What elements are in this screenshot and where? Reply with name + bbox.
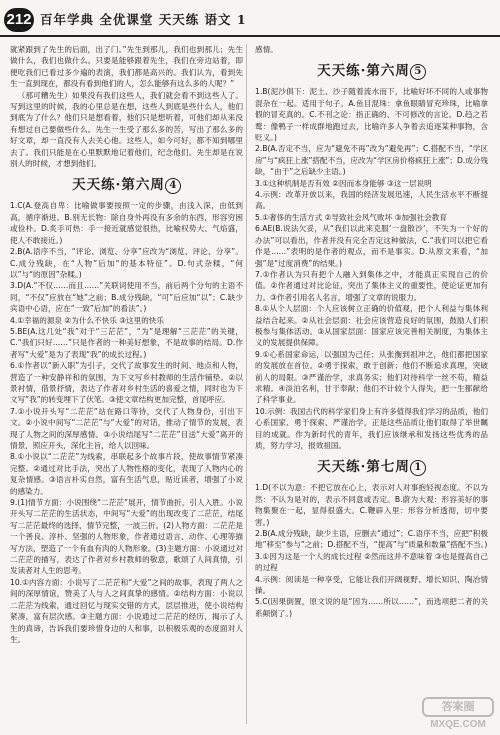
section-number-badge: 4 xyxy=(165,178,181,194)
section-heading-text: 天天练·第六周 xyxy=(72,177,165,194)
section-heading xyxy=(255,62,488,80)
section-heading-text: 天天练·第六周 xyxy=(317,63,410,80)
answer-paragraph: 1.B(泥沙俱下：泥土、沙子随着流水而下，比喻好坏不同的人或事物混杂在一起。适用于句子。A.鱼目混珠：拿鱼眼睛冒充珍珠，比喻拿假的冒充真的。C.不刊之论：指正确的、不可修改的言论。D.趋之若鹜：像鸭子一样成群地跑过去，比喻许多人争着去追逐某种事物，含贬义。) xyxy=(255,87,488,143)
answer-paragraph: 2.B(A.否定不当，应为“避免不再”改为“避免再”；C.搭配不当，“学区房”与“疯狂上涨”搭配不当，应改为“学区房价格疯狂上涨”；D.成分残缺，“由于”之后缺少主语。) xyxy=(255,144,488,177)
answer-paragraph: 8.①从个人层面：个人应该树立正确的价值观，把个人利益与集体利益结合起来。②从社会层面：社会应该营造良好的氛围，鼓励人们积极参与集体活动。③从国家层面：国家应该完善相关制度，为集体主义的发展提供保障。 xyxy=(255,304,488,348)
answer-paragraph: 10.示例：我国古代的科学家们身上有许多值得我们学习的品质，他们心系国家、勇于探索、严谨治学，正是这些品质让他们取得了举世瞩目的成就。作为新时代的青年，我们应该继承和发扬这些优秀的品质，努力学习，报效祖国。 xyxy=(255,406,488,450)
answer-paragraph: 2.B(A.成分残缺，缺少主语，应删去“通过”；C.语序不当，应把“积极地”移至“参与”之前；D.搭配不当，“提高”与“质量和数量”搭配不当。) xyxy=(255,529,488,550)
answer-paragraph: 3.①因为这是一个人的成长过程 ②然而这并不意味着 ③也是提高自己的过程 xyxy=(255,551,488,573)
answer-paragraph: 9.(1)情节方面：小说围绕“二茫茫”展开，情节曲折，引人入胜。小说开头写二茫茫的生活状态，中间写“大爱”的出现改变了二茫茫，结尾写二茫茫最终的选择，情节完整，一波三折。(2)人物方面：二茫茫是一个善良、淳朴、坚强的人物形象，作者通过语言、动作、心理等描写方法，塑造了一个有血有肉的人物形象。(3)主题方面：小说通过对二茫茫的描写，表达了作者对乡村教师的敬意，歌颂了人间真情，引发读者对人生的思考。 xyxy=(10,498,243,576)
left-column xyxy=(10,44,243,726)
answer-paragraph: 4.示例：改革开放以来，我国的经济发展迅速，人民生活水平不断提高。 xyxy=(255,190,488,211)
answer-paragraph: 1.D(不以为意：不把它放在心上，表示对人对事抱轻视态度。不以为然：不认为是对的，表示不同意或否定。B.蔚为大观：形容美好的事物集聚在一起，显得很盛大。C.鞭辟入里：形容分析透彻，切中要害。) xyxy=(255,483,488,527)
answer-paragraph: 9.①心系国家命运，以强国为己任；从张衡到祖冲之，他们都把国家的发展放在首位。②勇于探索，敢于创新；他们不断追求真理，突破前人的局限。③严谨治学，求真务实；他们对待科学一丝不苟，精益求精。④淡泊名利，甘于奉献；他们不计较个人得失，把一生都献给了科学事业。 xyxy=(255,349,488,405)
answer-paragraph: 3.①这种机制是否有效 ②因而本身能够 ③这一层说明 xyxy=(255,178,432,188)
answer-paragraph: 1.C(A.登高自卑：比喻做事要按照一定的步骤，由浅入深，由低到高，循序渐进。B.别无长物：除自身外再没有多余的东西，形容穷困或俭朴。D.炙手可热：手一接近就感觉很热，比喻权势大、气焰盛，使人不敢接近。) xyxy=(10,201,243,245)
answer-paragraph: 7.①作者认为只有把个人融入到集体之中，才能真正实现自己的价值。②作者通过对比论证，突出了集体主义的重要性，使论证更加有力。③作者引用名人名言，增强了文章的说服力。 xyxy=(255,269,488,302)
section-heading xyxy=(10,176,243,194)
answer-paragraph: 6.①作者以“新入职”为引子，交代了故事发生的时间、地点和人物，营造了一种安静祥和的氛围，为下文写乡村教师的生活作铺垫。②以景衬情，借景抒情，表达了作者对乡村生活的喜爱之情，同时也为下文写“我”的转变埋下了伏笔。③使文章结构更加完整，首尾呼应。 xyxy=(10,361,243,405)
answer-paragraph: 2.B(A.语序不当，“评论、浏览、分享”应改为“浏览、评论、分享”。C.成分残缺，在“人物”后加“的基本特征”。D.句式杂糅，“何以”与“的原因”杂糅。) xyxy=(10,247,243,279)
answer-paragraph: 5.BE(A.这几处“我”对于“三茫茫”，“为”是理解“三茫茫”的关键，C.“我们只好……”只是作者的一种美好想象，不是故事的结局。D.作者写“大爱”是为了表现“我”的成长过程。) xyxy=(10,326,243,359)
section-number-badge: 1 xyxy=(410,460,426,476)
answer-paragraph: 6.AE(B.说法欠妥，从“我们以此来克服‘一盘散沙’，不失为一个好的办法”可以看出，作者并没有完全否定这种做法，C.“我们可以把它看作是……”表明的是作者的观点，而不是事实。D.从原文来看，“加强”是“过度消费”的结果。) xyxy=(255,224,488,268)
book-title: 百年学典 全优课堂 天天练 语文 1 xyxy=(40,12,247,27)
answer-paragraph: （那可糟先生）如果没有我们这些人，我们就会看不到这些人了。写到这里的时候，我的心里总是在想，这些人到底是些什么人，他们到底为了什么？他们只是想看着，他们只是想听着，可他们却从来没有想过自己要做些什么。先生一生受了那么多的苦，写出了那么多的好文章，却一直没有人去关心他。这些人，如今可好，都不知到哪里去了。我们只能是在心里默默地记着他们，纪念他们。先生却是在说别人的时候，才想到他们。 xyxy=(10,90,243,169)
answer-paragraph: 8.①小说以“二茫茫”为线索，串联起多个故事片段，使故事情节紧凑完整。②通过对比手法，突出了人物性格的变化，表现了人物内心的复杂情感。③语言朴实自然，富有生活气息，贴近读者，增强了小说的感染力。 xyxy=(10,452,243,496)
watermark-url: MXQE.COM xyxy=(430,719,486,730)
right-column xyxy=(255,44,488,726)
watermark-text: 答案圈 xyxy=(422,697,494,717)
answer-paragraph: 4.示例：阅读是一种享受，它能让我们开阔视野、增长知识、陶冶情操。 xyxy=(255,574,488,596)
answer-paragraph: 就紧跟到了先生的后面，出了门。”先生到那儿，我们也到那儿；先生做什么，我们也做什么。只要是能够跟着先生，我们在旁边站着，即便吃我们已看过多少遍的表演，我们都是高兴的。我们认为，看到先生一直到现在，都没有看到他们的人，怎么能够有这么多的人呢？” xyxy=(10,45,243,89)
page-header xyxy=(0,0,500,40)
column-divider xyxy=(246,44,247,724)
answer-paragraph: 10.①内容方面：小说写了二茫茫和“大爱”之间的故事，表现了两人之间的深厚情谊，赞美了人与人之间真挚的感情。②结构方面：小说以二茫茫为线索，通过回忆与现实交错的方式，层层推进，使小说结构紧凑，富有层次感。③主题方面：小说通过二茫茫的经历，揭示了人生的真谛，告诉我们要珍惜身边的人和事，以积极乐观的态度面对人生。 xyxy=(10,577,243,644)
answer-paragraph: 4.①幸福的源泉 ②为什么不快乐 ③这里的快乐 xyxy=(10,315,164,325)
section-heading-text: 天天练·第七周 xyxy=(317,459,410,476)
header-rule xyxy=(0,35,500,37)
watermark-logo xyxy=(422,697,494,731)
section-heading xyxy=(255,458,488,476)
answer-paragraph: 7.①小说开头写“二茫茫”站在路口等待，交代了人物身份，引出下文。②小说中间写“二茫茫”与“大爱”的对话，推动了情节的发展，表现了人物之间的深厚感情。③小说结尾写“二茫茫”目送“大爱”离开的情景，照应开头，深化主旨，给人以回味。 xyxy=(10,406,243,450)
answer-paragraph: 5.①奢侈的生活方式 ②导致社会风气败坏 ③加强社会教育 xyxy=(255,212,447,222)
answer-paragraph: 感情。 xyxy=(255,45,278,54)
page-number: 212 xyxy=(4,8,34,32)
answer-paragraph: 3.D(A.“不仅……而且……”关联词使用不当，前后两个分句的主语不同，“不仅”应放在“她”之前；B.成分残缺，“可”后应加“以”；C.缺少宾语中心语，应在“一致”后加“的看法”。) xyxy=(10,281,243,314)
section-number-badge: 5 xyxy=(410,64,426,80)
answer-paragraph: 5.C(因果倒置，原文说的是“因为……所以……”，而选项把二者的关系颠倒了。) xyxy=(255,597,488,618)
